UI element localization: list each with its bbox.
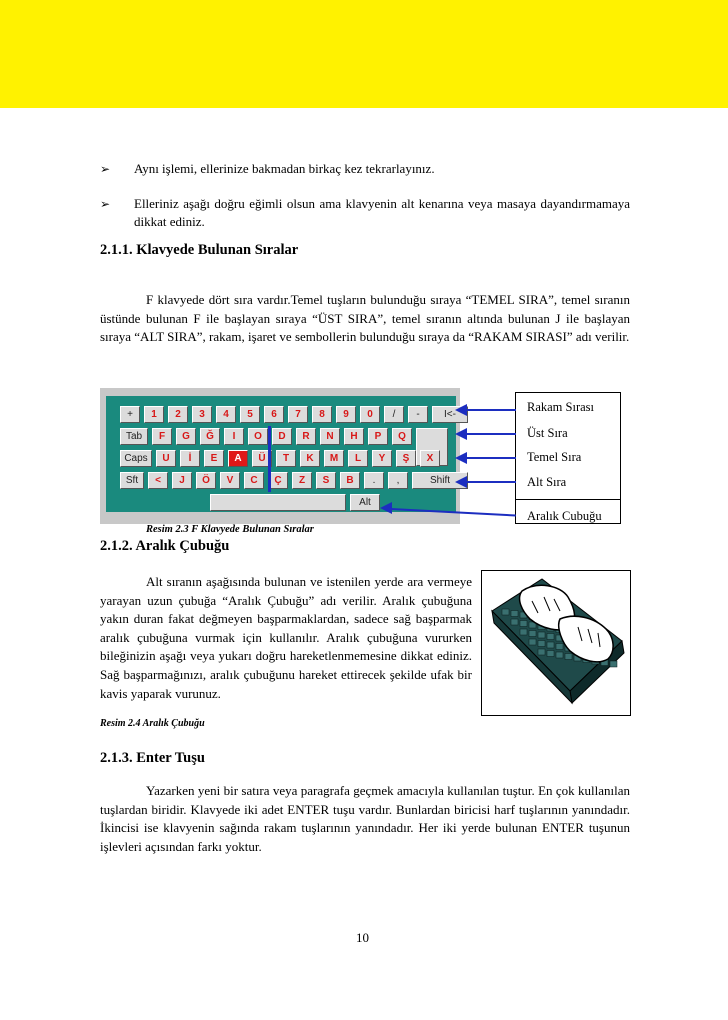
- keyboard-key: <: [148, 472, 168, 489]
- section-paragraph: Alt sıranın aşağısında bulunan ve istenilen yerde ara vermeye yarayan uzun çubuğa “Aralık Çubuğu” adı verilir. Aralık çubuğuna yakın duran fakat değmeyen başparmaklardan, sadece sağ başparmak aralık çubuğuna vurmak için kullanılır. Aralık çubuğuna vururken bileğinizin aşağı veya yukarı doğru hareketlenmemesine dikkat ediniz. Sağ başparmağınızı, aralık çubuğunu hareket ettirecek şekilde ufak bir kavis yaparak vurunuz.: [100, 574, 472, 701]
- keyboard-key: I<-: [432, 406, 468, 423]
- keyboard-key: Ü: [252, 450, 272, 467]
- keyboard-key: 4: [216, 406, 236, 423]
- bullet-text: Aynı işlemi, ellerinize bakmadan birkaç kez tekrarlayınız.: [134, 161, 435, 176]
- keyboard-key: 8: [312, 406, 332, 423]
- arrow-line: [466, 433, 516, 435]
- spacebar-key: [210, 494, 346, 511]
- keyboard-key: I: [224, 428, 244, 445]
- keyboard-key: S: [316, 472, 336, 489]
- keyboard-key: B: [340, 472, 360, 489]
- label-ust-sira: Üst Sıra: [527, 426, 568, 440]
- keycap: [538, 632, 545, 638]
- keyboard-key: /: [384, 406, 404, 423]
- keycap: [511, 619, 518, 625]
- arrow-line: [466, 457, 516, 459]
- arrowhead-bullet-icon: ➢: [100, 197, 111, 211]
- keyboard-key: N: [320, 428, 340, 445]
- bullet-text: Elleriniz aşağı doğru eğimli olsun ama klavyenin alt kenarına veya masaya dayandırmamaya dikkat ediniz.: [134, 196, 630, 229]
- keyboard-key: F: [152, 428, 172, 445]
- keyboard-key: P: [368, 428, 388, 445]
- keyboard-key: 3: [192, 406, 212, 423]
- arrow-left-icon: [455, 404, 467, 416]
- keyboard-key: ,: [388, 472, 408, 489]
- keyboard-key: D: [272, 428, 292, 445]
- keyboard-key: 1: [144, 406, 164, 423]
- keyboard-key: H: [344, 428, 364, 445]
- keycap: [502, 609, 509, 615]
- keyboard-key: T: [276, 450, 296, 467]
- figure-caption: Resim 2.3 F Klavyede Bulunan Sıralar: [146, 524, 314, 535]
- keyboard-key: Z: [292, 472, 312, 489]
- arrowhead-bullet-icon: ➢: [100, 162, 111, 176]
- keycap: [538, 649, 545, 655]
- keyboard-key: O: [248, 428, 268, 445]
- keyboard-key: 6: [264, 406, 284, 423]
- arrow-left-icon: [455, 428, 467, 440]
- keyboard-key: K: [300, 450, 320, 467]
- keyboard-key: Shift: [412, 472, 468, 489]
- hand-divider-line: [268, 426, 271, 492]
- keycap: [538, 641, 545, 647]
- keyboard-key: E: [204, 450, 224, 467]
- keyboard-key: Ğ: [200, 428, 220, 445]
- keyboard-key: M: [324, 450, 344, 467]
- keyboard-key: R: [296, 428, 316, 445]
- keyboard-key: 2: [168, 406, 188, 423]
- keyboard-key: L: [348, 450, 368, 467]
- keyboard-key: 9: [336, 406, 356, 423]
- label-rakam-sirasi: Rakam Sırası: [527, 400, 595, 414]
- section-paragraph: F klavyede dört sıra vardır.Temel tuşların bulunduğu sıraya “TEMEL SIRA”, temel sıranın üstünde bulunan F ile başlayan sıraya “ÜST SIRA”, temel sıranın altında bulunan J ile başlayan sıraya “ALT SIRA”, rakam, işaret ve sembollerin bulunduğu sıraya da “RAKAM SIRASI” adı verilir.: [100, 292, 630, 345]
- keycap: [565, 654, 572, 660]
- arrow-left-icon: [380, 502, 392, 514]
- keycap: [556, 644, 563, 650]
- keycap: [520, 621, 527, 627]
- keyboard-key: A: [228, 450, 248, 467]
- keyboard-key: 0: [360, 406, 380, 423]
- keyboard-key: Ç: [268, 472, 288, 489]
- label-temel-sira: Temel Sıra: [527, 450, 582, 464]
- label-divider: [515, 499, 621, 500]
- keyboard-key: Ş: [396, 450, 416, 467]
- keycap: [610, 661, 617, 667]
- keyboard-key: .: [364, 472, 384, 489]
- keyboard-key: Tab: [120, 428, 148, 445]
- page-number: 10: [356, 930, 369, 945]
- keyboard-key: İ: [180, 450, 200, 467]
- figure-caption: Resim 2.4 Aralık Çubuğu: [100, 718, 205, 729]
- keyboard-key: V: [220, 472, 240, 489]
- keyboard-key: Sft: [120, 472, 144, 489]
- arrow-left-icon: [455, 476, 467, 488]
- keycap: [529, 639, 536, 645]
- hands-on-keyboard-figure: [481, 570, 631, 716]
- keyboard-key: Q: [392, 428, 412, 445]
- keycap: [556, 652, 563, 658]
- hands-keyboard-illustration: [482, 571, 630, 715]
- keycap: [511, 611, 518, 617]
- yellow-header-banner: [0, 0, 728, 108]
- keyboard-key: Ö: [196, 472, 216, 489]
- keyboard-key: 5: [240, 406, 260, 423]
- keyboard-key: G: [176, 428, 196, 445]
- keyboard-body: [106, 396, 456, 512]
- label-alt-sira: Alt Sıra: [527, 475, 567, 489]
- keyboard-figure: [100, 388, 460, 524]
- keycap: [547, 642, 554, 648]
- section-paragraph: Yazarken yeni bir satıra veya paragrafa geçmek amacıyla kullanılan tuştur. En çok kullanılan tuşlardan biridir. Klavyede iki adet ENTER tuşu vardır. Bunlardan biricisi harf tuşlarının yanındadır. İkincisi ise klavyenin sağında rakam tuşlarının yanındadır. Her iki yerde bulunan ENTER tuşunun işlevleri açısından farkı yoktur.: [100, 783, 630, 854]
- keycap: [547, 651, 554, 657]
- keycap: [547, 634, 554, 640]
- keyboard-key: +: [120, 406, 140, 423]
- arrow-line: [466, 481, 516, 483]
- keyboard-key: Caps: [120, 450, 152, 467]
- keyboard-key: J: [172, 472, 192, 489]
- label-aralik-cubugu: Aralık Cubuğu: [527, 509, 602, 523]
- keycap: [529, 631, 536, 637]
- keyboard-key: Y: [372, 450, 392, 467]
- arrow-line: [466, 409, 516, 411]
- alt-key: Alt: [350, 494, 380, 511]
- section-heading: 2.1.2. Aralık Çubuğu: [100, 538, 230, 554]
- keycap: [520, 629, 527, 635]
- arrow-left-icon: [455, 452, 467, 464]
- keyboard-key: U: [156, 450, 176, 467]
- section-heading: 2.1.3. Enter Tuşu: [100, 750, 205, 766]
- section-heading: 2.1.1. Klavyede Bulunan Sıralar: [100, 242, 299, 258]
- keyboard-key: C: [244, 472, 264, 489]
- keyboard-key: -: [408, 406, 428, 423]
- keyboard-key: X: [420, 450, 440, 467]
- keyboard-key: 7: [288, 406, 308, 423]
